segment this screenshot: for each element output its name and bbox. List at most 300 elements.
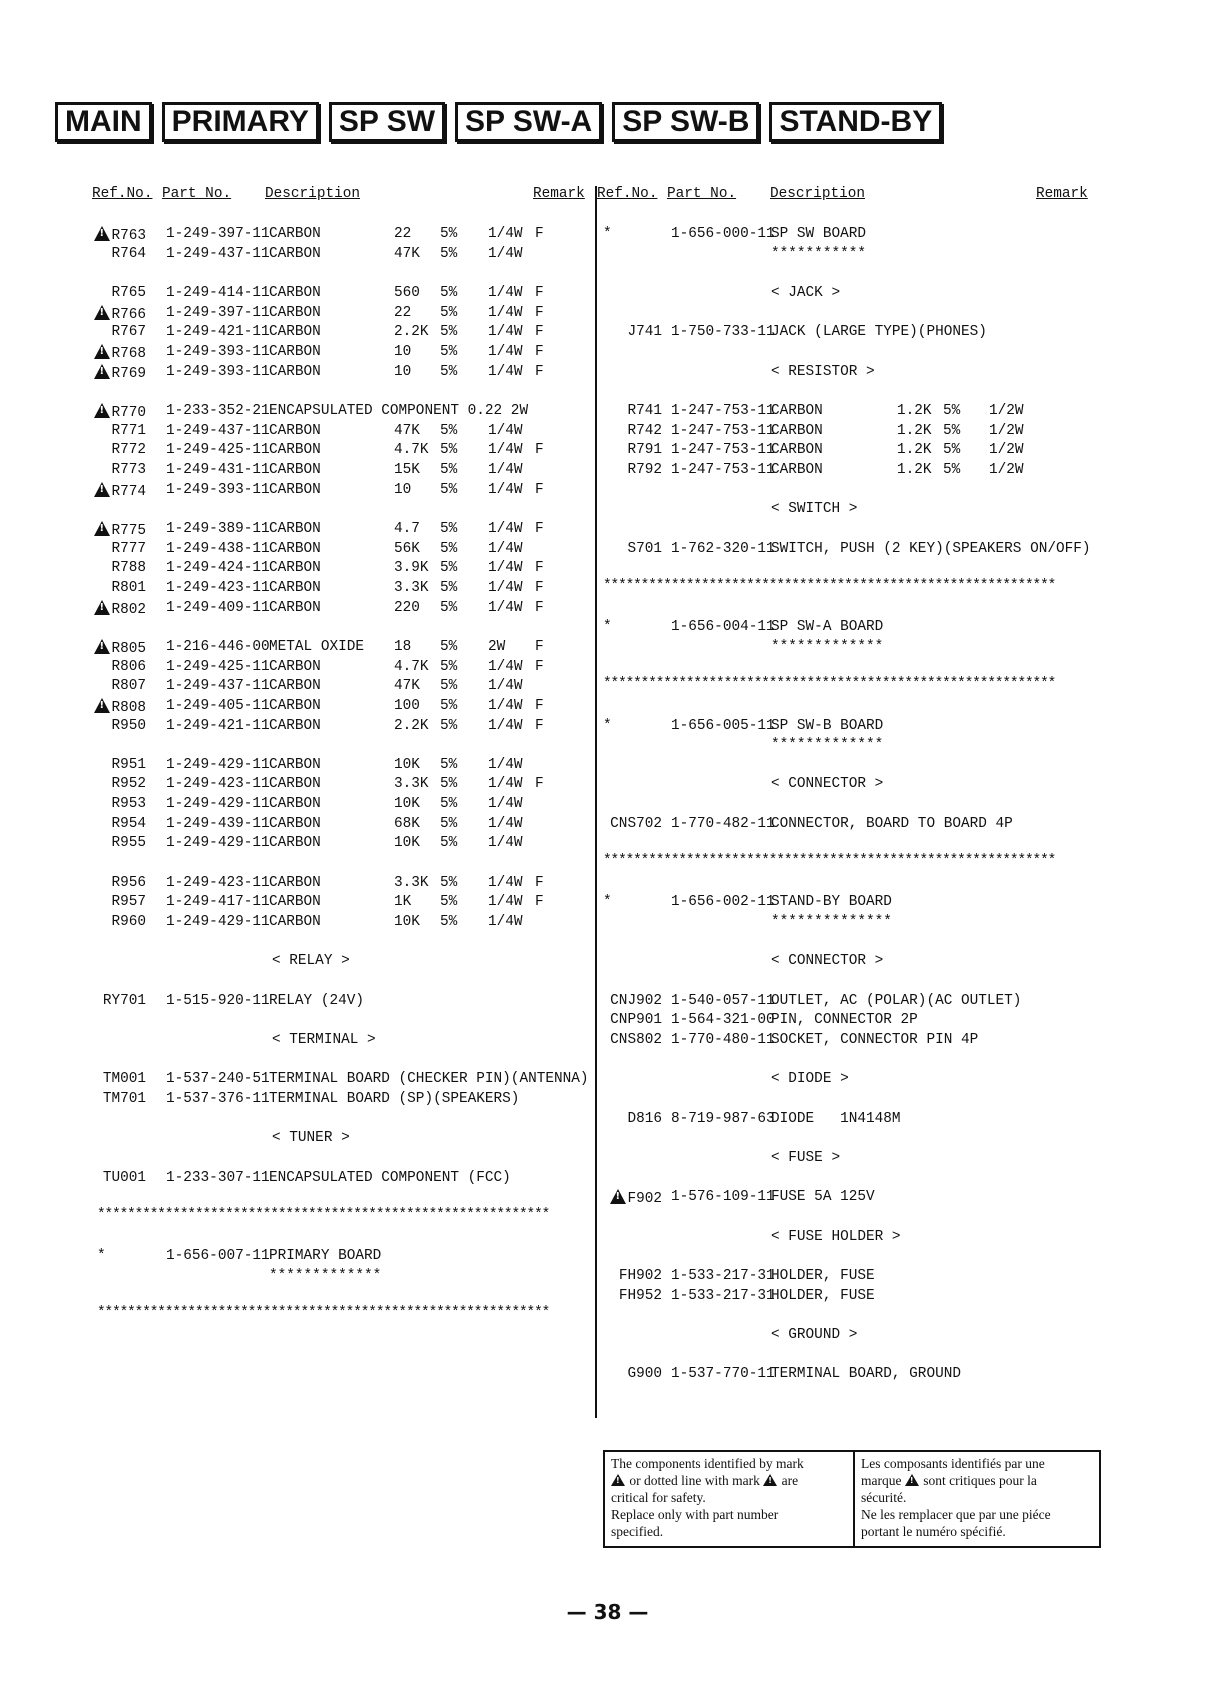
- section-heading: [0, 362, 1215, 382]
- section-heading: [0, 1227, 1215, 1247]
- description: SWITCH, PUSH (2 KEY)(SPEAKERS ON/OFF): [771, 540, 1091, 557]
- remark: F: [535, 579, 544, 596]
- ref-no: [90, 755, 146, 775]
- tolerance: 5%: [440, 756, 458, 773]
- separator-stars: ************************************************************: [603, 577, 1056, 594]
- part-no: 8-719-987-63: [671, 1110, 775, 1127]
- ref-no-text: FH952: [618, 1287, 662, 1304]
- power-rating: 1/4W: [488, 363, 523, 380]
- remark: F: [535, 717, 544, 734]
- value: 4.7: [394, 520, 420, 537]
- ref-no-text: R768: [111, 345, 146, 362]
- tolerance: 5%: [943, 442, 961, 459]
- description: HOLDER, FUSE: [771, 1267, 875, 1284]
- part-no: 1-249-421-11: [166, 324, 270, 341]
- remark: F: [535, 520, 544, 537]
- ref-no-text: *: [97, 1248, 106, 1265]
- description: CARBON: [269, 579, 321, 596]
- remark: F: [535, 638, 544, 655]
- description: CARBON: [269, 894, 321, 911]
- ref-no: [603, 892, 612, 912]
- ref-no-text: R741: [627, 402, 662, 419]
- description: STAND-BY BOARD: [771, 894, 892, 911]
- part-row: [0, 1168, 1215, 1188]
- board-underline-stars: *************: [771, 638, 884, 655]
- note-line: Ne les remplacer que par une piéce: [861, 1507, 1051, 1522]
- part-no: 1-249-424-11: [166, 560, 270, 577]
- part-row: [0, 401, 1215, 421]
- tolerance: 5%: [440, 442, 458, 459]
- safety-note-english: [605, 1452, 855, 1546]
- part-no: 1-249-423-11: [166, 874, 270, 891]
- part-row: [0, 892, 1215, 912]
- power-rating: 1/4W: [488, 481, 523, 498]
- part-row: [0, 873, 1215, 893]
- description: OUTLET, AC (POLAR)(AC OUTLET): [771, 992, 1022, 1009]
- value: 10K: [394, 756, 420, 773]
- ref-no-text: D816: [627, 1110, 662, 1127]
- ref-no-text: F902: [627, 1191, 662, 1208]
- ref-no: [590, 322, 662, 342]
- tolerance: 5%: [440, 343, 458, 360]
- tolerance: 5%: [440, 284, 458, 301]
- ref-no-text: R954: [111, 815, 146, 832]
- power-rating: 1/2W: [989, 442, 1024, 459]
- part-no: 1-247-753-11: [671, 422, 775, 439]
- power-rating: 1/4W: [488, 324, 523, 341]
- value: 10K: [394, 796, 420, 813]
- note-line: sécurité.: [861, 1490, 907, 1505]
- part-no: 1-249-397-11: [166, 226, 270, 242]
- tolerance: 5%: [440, 874, 458, 891]
- note-text: are: [781, 1473, 799, 1488]
- ref-no: [97, 1246, 106, 1266]
- ref-no-text: *: [603, 226, 612, 242]
- tolerance: 5%: [440, 579, 458, 596]
- ref-no-text: R791: [627, 442, 662, 459]
- ref-no-text: R808: [111, 699, 146, 716]
- tolerance: 5%: [440, 481, 458, 498]
- tab-sp-sw-b: SP SW-B: [612, 102, 759, 142]
- part-no: 1-233-352-21: [166, 402, 270, 419]
- value: 1.2K: [897, 442, 932, 459]
- part-no: 1-540-057-11: [671, 992, 775, 1009]
- part-no: 1-249-423-11: [166, 579, 270, 596]
- part-row: [0, 1089, 1215, 1109]
- board-underline-stars: *************: [269, 1267, 382, 1284]
- note-line: [611, 1472, 847, 1489]
- part-row: [0, 1364, 1215, 1384]
- board-underline-stars: ***********: [771, 245, 866, 262]
- warning-triangle-icon: [94, 482, 110, 497]
- description: SP SW BOARD: [771, 226, 866, 242]
- value: 68K: [394, 815, 420, 832]
- ref-no-text: CNS702: [610, 815, 662, 832]
- board-underline-stars: *************: [771, 737, 884, 754]
- ref-no-text: R766: [111, 306, 146, 323]
- section-heading-label: < CONNECTOR >: [771, 953, 884, 970]
- header-description: Description: [770, 186, 865, 202]
- description: CARBON: [269, 442, 321, 459]
- description: CARBON: [269, 343, 321, 360]
- description: CARBON: [269, 481, 321, 498]
- part-row: [0, 1010, 1215, 1030]
- description: CARBON: [269, 835, 321, 852]
- description: CARBON: [269, 717, 321, 734]
- header-ref: Ref.No.: [597, 186, 658, 202]
- tolerance: 5%: [440, 796, 458, 813]
- header-description: Description: [265, 186, 360, 202]
- power-rating: 1/4W: [488, 697, 523, 714]
- part-no: 1-533-217-31: [671, 1287, 775, 1304]
- ref-no-text: R764: [111, 245, 146, 262]
- tolerance: 5%: [440, 324, 458, 341]
- ref-no-text: R777: [111, 540, 146, 557]
- remark: F: [535, 874, 544, 891]
- remark: F: [535, 658, 544, 675]
- description: CARBON: [269, 284, 321, 301]
- part-row: [0, 755, 1215, 775]
- part-no: 1-249-437-11: [166, 678, 270, 695]
- description: CARBON: [269, 678, 321, 695]
- note-line: Replace only with part number: [611, 1507, 779, 1522]
- part-no: 1-249-414-11: [166, 284, 270, 301]
- description: PRIMARY BOARD: [269, 1248, 382, 1265]
- tolerance: 5%: [440, 776, 458, 793]
- value: 3.3K: [394, 776, 429, 793]
- part-no: 1-656-007-11: [166, 1248, 270, 1265]
- part-no: 1-249-429-11: [166, 796, 270, 813]
- part-no: 1-533-217-31: [671, 1267, 775, 1284]
- value: 22: [394, 304, 412, 321]
- section-heading: [0, 499, 1215, 519]
- warning-triangle-icon: [905, 1474, 919, 1486]
- power-rating: 1/4W: [488, 796, 523, 813]
- part-no: 1-247-753-11: [671, 402, 775, 419]
- value: 2.2K: [394, 324, 429, 341]
- ref-no: [590, 1187, 662, 1209]
- power-rating: 1/4W: [488, 579, 523, 596]
- part-no: 1-656-005-11: [671, 717, 775, 734]
- ref-no-text: R956: [111, 874, 146, 891]
- section-heading-label: < RESISTOR >: [771, 363, 875, 380]
- power-rating: 1/4W: [488, 717, 523, 734]
- part-no: 1-249-423-11: [166, 776, 270, 793]
- part-row: [0, 716, 1215, 736]
- power-rating: 1/4W: [488, 678, 523, 695]
- ref-no: [590, 1266, 662, 1286]
- description: CARBON: [269, 422, 321, 439]
- value: 220: [394, 599, 420, 616]
- power-rating: 1/4W: [488, 599, 523, 616]
- ref-no-text: J741: [627, 324, 662, 341]
- power-rating: 1/4W: [488, 461, 523, 478]
- section-heading-label: < RELAY >: [272, 953, 350, 970]
- note-line: critical for safety.: [611, 1490, 706, 1505]
- ref-no-text: R765: [111, 284, 146, 301]
- ref-no: [90, 578, 146, 598]
- remark: F: [535, 226, 544, 242]
- value: 10: [394, 343, 412, 360]
- warning-triangle-icon: [94, 600, 110, 615]
- description: CARBON: [269, 304, 321, 321]
- separator-stars: ************************************************************: [97, 1207, 550, 1223]
- ref-no: [603, 716, 612, 736]
- description: ENCAPSULATED COMPONENT 0.22 2W: [269, 402, 529, 419]
- description: CARBON: [269, 796, 321, 813]
- description: CARBON: [771, 422, 823, 439]
- part-no: 1-537-770-11: [671, 1366, 775, 1383]
- part-row: [0, 322, 1215, 342]
- ref-no-text: TU001: [102, 1169, 146, 1186]
- ref-no: [590, 1030, 662, 1050]
- ref-no: [590, 440, 662, 460]
- description: FUSE 5A 125V: [771, 1189, 875, 1206]
- tolerance: 5%: [440, 638, 458, 655]
- separator-stars: ************************************************************: [603, 676, 1056, 693]
- tolerance: 5%: [440, 520, 458, 537]
- ref-no-text: R792: [627, 461, 662, 478]
- section-heading-label: < FUSE >: [771, 1150, 841, 1167]
- value: 1.2K: [897, 422, 932, 439]
- ref-no: [590, 1010, 662, 1030]
- power-rating: 2W: [488, 638, 506, 655]
- part-row: [0, 440, 1215, 460]
- ref-no-text: *: [603, 894, 612, 911]
- part-row: [0, 539, 1215, 559]
- part-row: [0, 421, 1215, 441]
- note-line: [861, 1472, 1093, 1489]
- ref-no: [90, 558, 146, 578]
- part-no: 1-576-109-11: [671, 1189, 775, 1206]
- remark: F: [535, 776, 544, 793]
- tolerance: 5%: [440, 717, 458, 734]
- ref-no-text: CNS802: [610, 1032, 662, 1049]
- value: 4.7K: [394, 442, 429, 459]
- tab-sp-sw: SP SW: [329, 102, 445, 142]
- description: CARBON: [269, 815, 321, 832]
- warning-triangle-icon: [611, 1474, 625, 1486]
- part-no: 1-537-376-11: [166, 1091, 270, 1108]
- description: HOLDER, FUSE: [771, 1287, 875, 1304]
- warning-triangle-icon: [94, 305, 110, 320]
- description: CARBON: [269, 756, 321, 773]
- power-rating: 1/4W: [488, 226, 523, 242]
- board-underline: [0, 244, 1215, 264]
- description: SP SW-B BOARD: [771, 717, 884, 734]
- ref-no: [90, 1168, 146, 1188]
- ref-no: [590, 539, 662, 559]
- tab-stand-by: STAND-BY: [769, 102, 942, 142]
- warning-triangle-icon: [94, 344, 110, 359]
- tolerance: 5%: [440, 363, 458, 380]
- tab-sp-sw-a: SP SW-A: [455, 102, 602, 142]
- part-no: 1-249-437-11: [166, 422, 270, 439]
- description: CARBON: [269, 226, 321, 242]
- header-part: Part No.: [162, 186, 232, 202]
- remark: F: [535, 481, 544, 498]
- part-no: 1-216-446-00: [166, 638, 270, 655]
- warning-triangle-icon: [94, 521, 110, 536]
- ref-no: [590, 1364, 662, 1384]
- part-row: [0, 558, 1215, 578]
- section-heading-label: < SWITCH >: [771, 501, 858, 518]
- description: CONNECTOR, BOARD TO BOARD 4P: [771, 815, 1013, 832]
- section-heading: [0, 1128, 1215, 1148]
- remark: F: [535, 324, 544, 341]
- ref-no-text: S701: [627, 540, 662, 557]
- ref-no-text: R788: [111, 560, 146, 577]
- ref-no: [90, 1089, 146, 1109]
- ref-no-text: TM701: [102, 1091, 146, 1108]
- part-row: [0, 460, 1215, 480]
- ref-no: [90, 657, 146, 677]
- description: PIN, CONNECTOR 2P: [771, 1012, 918, 1029]
- tolerance: 5%: [440, 697, 458, 714]
- value: 3.3K: [394, 874, 429, 891]
- ref-no-text: R742: [627, 422, 662, 439]
- ref-no-text: R801: [111, 579, 146, 596]
- value: 1.2K: [897, 402, 932, 419]
- remark: F: [535, 697, 544, 714]
- tolerance: 5%: [440, 835, 458, 852]
- section-heading: [0, 1148, 1215, 1168]
- section-heading-label: < TERMINAL >: [272, 1032, 376, 1049]
- description: CARBON: [771, 461, 823, 478]
- separator-stars: ************************************************************: [97, 1305, 550, 1322]
- ref-no-text: *: [603, 619, 612, 636]
- ref-no: [90, 676, 146, 696]
- header-ref: Ref.No.: [92, 186, 153, 202]
- section-heading-label: < FUSE HOLDER >: [771, 1228, 901, 1245]
- ref-no-text: R953: [111, 796, 146, 813]
- ref-no-text: R773: [111, 461, 146, 478]
- value: 4.7K: [394, 658, 429, 675]
- tab-main: MAIN: [55, 102, 152, 142]
- power-rating: 1/4W: [488, 560, 523, 577]
- remark: F: [535, 284, 544, 301]
- remark: F: [535, 894, 544, 911]
- ref-no-text: *: [603, 717, 612, 734]
- note-line: specified.: [611, 1524, 664, 1539]
- part-row: [0, 480, 1215, 500]
- part-no: 1-770-480-11: [671, 1032, 775, 1049]
- note-line: Les composants identifiés par une: [861, 1456, 1045, 1471]
- part-row: [0, 1266, 1215, 1286]
- section-heading: [0, 283, 1215, 303]
- right-column-header: [0, 184, 1215, 204]
- value: 1K: [394, 894, 412, 911]
- power-rating: 1/4W: [488, 815, 523, 832]
- description: CARBON: [269, 363, 321, 380]
- ref-no-text: G900: [627, 1366, 662, 1383]
- part-row: [0, 794, 1215, 814]
- description: TERMINAL BOARD, GROUND: [771, 1366, 961, 1383]
- ref-no-text: CNP901: [610, 1012, 662, 1029]
- part-row: [0, 303, 1215, 323]
- part-row: [0, 814, 1215, 834]
- part-no: 1-249-393-11: [166, 343, 270, 360]
- ref-no-text: R763: [111, 228, 146, 244]
- description: CARBON: [771, 402, 823, 419]
- part-no: 1-249-417-11: [166, 894, 270, 911]
- remark: F: [535, 560, 544, 577]
- power-rating: 1/4W: [488, 442, 523, 459]
- tolerance: 5%: [440, 815, 458, 832]
- safety-note: [603, 1450, 1101, 1548]
- tolerance: 5%: [440, 461, 458, 478]
- header-remark: Remark: [1036, 186, 1088, 202]
- power-rating: 1/4W: [488, 914, 523, 931]
- ref-no-text: RY701: [102, 992, 146, 1009]
- section-heading: [0, 1325, 1215, 1345]
- description: CARBON: [269, 697, 321, 714]
- part-no: 1-770-482-11: [671, 815, 775, 832]
- section-heading: [0, 951, 1215, 971]
- description: TERMINAL BOARD (SP)(SPEAKERS): [269, 1091, 520, 1108]
- part-row: [0, 696, 1215, 716]
- ref-no-text: R772: [111, 442, 146, 459]
- part-row: [0, 991, 1215, 1011]
- part-row: [0, 1030, 1215, 1050]
- power-rating: 1/4W: [488, 756, 523, 773]
- tolerance: 5%: [440, 304, 458, 321]
- value: 1.2K: [897, 461, 932, 478]
- ref-no-text: R807: [111, 678, 146, 695]
- part-row: [0, 1246, 1215, 1266]
- description: CARBON: [269, 874, 321, 891]
- warning-triangle-icon: [94, 698, 110, 713]
- ref-no-text: R802: [111, 601, 146, 618]
- ref-no-text: R771: [111, 422, 146, 439]
- part-no: 1-249-439-11: [166, 815, 270, 832]
- board-underline: [0, 735, 1215, 755]
- description: CARBON: [269, 776, 321, 793]
- part-no: 1-249-409-11: [166, 599, 270, 616]
- tolerance: 5%: [440, 560, 458, 577]
- section-heading-label: < TUNER >: [272, 1130, 350, 1147]
- value: 47K: [394, 245, 420, 262]
- ref-no: [603, 224, 612, 244]
- part-no: 1-249-429-11: [166, 914, 270, 931]
- ref-no-text: R805: [111, 640, 146, 657]
- section-heading-label: < JACK >: [771, 284, 841, 301]
- note-line: portant le numéro spécifié.: [861, 1524, 1006, 1539]
- tolerance: 5%: [440, 658, 458, 675]
- part-no: 1-247-753-11: [671, 461, 775, 478]
- remark: F: [535, 442, 544, 459]
- power-rating: 1/4W: [488, 520, 523, 537]
- tab-primary: PRIMARY: [162, 102, 319, 142]
- separator-stars: ************************************************************: [603, 853, 1056, 870]
- tolerance: 5%: [943, 402, 961, 419]
- power-rating: 1/4W: [488, 776, 523, 793]
- part-row: [0, 224, 1215, 244]
- value: 3.9K: [394, 560, 429, 577]
- part-row: [0, 657, 1215, 677]
- part-no: 1-249-429-11: [166, 756, 270, 773]
- power-rating: 1/4W: [488, 422, 523, 439]
- part-no: 1-249-397-11: [166, 304, 270, 321]
- remark: F: [535, 363, 544, 380]
- header-part: Part No.: [667, 186, 737, 202]
- power-rating: 1/4W: [488, 540, 523, 557]
- power-rating: 1/2W: [989, 422, 1024, 439]
- part-row: [0, 617, 1215, 637]
- description: CARBON: [269, 540, 321, 557]
- section-heading-label: < GROUND >: [771, 1326, 858, 1343]
- ref-no-text: R951: [111, 756, 146, 773]
